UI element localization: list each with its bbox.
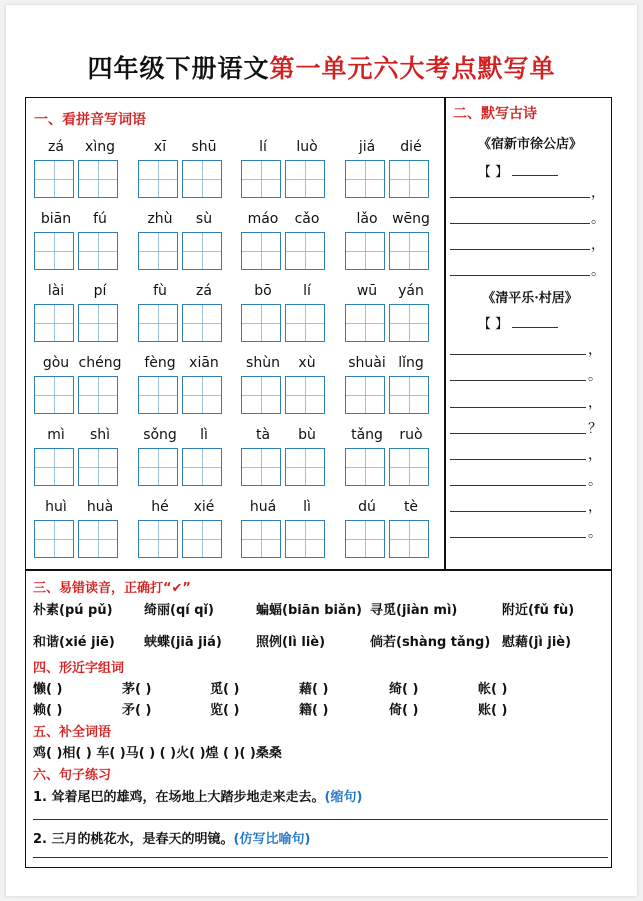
pronunciation-item[interactable]: 附近(fǔ fù) — [502, 603, 575, 618]
sentence-1-text: 1. 耸着尾巴的雄鸡，在场地上大踏步地走来走去。 — [33, 790, 325, 805]
poem-author-blank[interactable] — [478, 161, 558, 180]
pinyin-syllable: fù — [153, 283, 167, 299]
pinyin-syllable: zá — [48, 139, 64, 155]
writing-cell[interactable] — [182, 160, 222, 198]
pinyin-syllable: yán — [398, 283, 424, 299]
pinyin-labels — [34, 499, 122, 519]
pinyin-syllable: xù — [298, 355, 316, 371]
similar-char-item[interactable]: 绮( ) — [389, 682, 419, 697]
pinyin-syllable: lì — [200, 427, 208, 443]
writing-cell[interactable] — [34, 448, 74, 486]
pinyin-labels — [345, 427, 433, 447]
poem-answer-line[interactable] — [450, 209, 590, 224]
pinyin-syllable: shuài — [348, 355, 386, 371]
pronunciation-item[interactable]: 慰藉(jì jiè) — [502, 635, 572, 650]
similar-char-item[interactable]: 茅( ) — [122, 682, 152, 697]
tianzige-cells — [241, 376, 329, 415]
writing-cell[interactable] — [285, 232, 325, 270]
pinyin-syllable: xī — [153, 139, 167, 155]
pinyin-word — [34, 355, 122, 413]
poem-punctuation: ， — [588, 395, 602, 411]
poem-bracket-text: 【 】 — [478, 165, 509, 180]
poem-answer-line[interactable] — [450, 183, 590, 198]
pronunciation-item[interactable]: 照例(lì liè) — [256, 635, 326, 650]
poem-answer-line[interactable] — [450, 419, 586, 434]
pinyin-word — [241, 355, 329, 413]
sentence-2-text: 2. 三月的桃花水，是春天的明镜。 — [33, 832, 234, 847]
pronunciation-item[interactable]: 寻觅(jiàn mì) — [370, 603, 458, 618]
pinyin-syllable: tà — [255, 427, 271, 443]
pinyin-syllable: chéng — [78, 355, 122, 371]
tianzige-cells — [138, 160, 226, 199]
pinyin-row — [34, 355, 430, 413]
pinyin-syllable: bō — [254, 283, 272, 299]
section-1-title: 一、看拼音写词语 — [34, 112, 146, 128]
writing-cell[interactable] — [138, 448, 178, 486]
pinyin-syllable: lǐng — [398, 355, 424, 371]
poem-punctuation: 。 — [591, 211, 605, 227]
pinyin-labels — [138, 355, 226, 375]
tianzige-cells — [241, 232, 329, 271]
pinyin-syllable: máo — [247, 211, 279, 227]
poem-punctuation: 。 — [588, 525, 602, 541]
poem-punctuation: ， — [591, 185, 605, 201]
poem-answer-line[interactable] — [450, 235, 590, 250]
pinyin-syllable: lǎo — [356, 211, 378, 227]
author-underline — [512, 315, 558, 328]
tianzige-cells — [138, 232, 226, 271]
tianzige-cells — [34, 448, 122, 487]
writing-cell[interactable] — [285, 160, 325, 198]
writing-cell[interactable] — [78, 232, 118, 270]
tianzige-cells — [138, 376, 226, 415]
pinyin-labels — [34, 283, 122, 303]
pinyin-word — [345, 211, 433, 269]
tianzige-cells — [345, 376, 433, 415]
writing-cell[interactable] — [78, 160, 118, 198]
pinyin-word — [345, 283, 433, 341]
tianzige-cells — [138, 448, 226, 487]
poem-title: 《清平乐·村居》 — [482, 291, 578, 306]
pinyin-labels — [34, 139, 122, 159]
poem-author-blank[interactable] — [478, 313, 558, 332]
page-title — [0, 49, 643, 85]
writing-cell[interactable] — [241, 304, 281, 342]
writing-cell[interactable] — [138, 232, 178, 270]
pinyin-syllable: zhù — [147, 211, 173, 227]
pinyin-word — [138, 355, 226, 413]
pinyin-word — [34, 499, 122, 557]
poem-answer-line[interactable] — [450, 366, 586, 381]
sentence-2 — [33, 828, 310, 847]
writing-cell[interactable] — [345, 160, 385, 198]
writing-cell[interactable] — [182, 520, 222, 558]
pinyin-row — [34, 283, 430, 341]
pinyin-labels — [241, 211, 329, 231]
section-6-title: 六、句子练习 — [33, 768, 112, 783]
pinyin-word — [138, 499, 226, 557]
pinyin-syllable: xìng — [85, 139, 115, 155]
section-2-title: 二、默写古诗 — [453, 106, 537, 122]
writing-cell[interactable] — [241, 232, 281, 270]
writing-cell[interactable] — [389, 376, 429, 414]
writing-cell[interactable] — [182, 232, 222, 270]
poem-answer-line[interactable] — [450, 471, 586, 486]
pinyin-syllable: biān — [40, 211, 72, 227]
section-4-title: 四、形近字组词 — [33, 661, 125, 676]
similar-char-item[interactable]: 籍( ) — [299, 703, 329, 718]
pinyin-syllable: sù — [195, 211, 213, 227]
pinyin-syllable: cǎo — [294, 211, 320, 227]
tianzige-cells — [34, 304, 122, 343]
pinyin-labels — [241, 427, 329, 447]
tianzige-cells — [241, 520, 329, 559]
similar-char-item[interactable]: 矛( ) — [122, 703, 152, 718]
writing-cell[interactable] — [78, 304, 118, 342]
pinyin-syllable: gòu — [42, 355, 70, 371]
poem-punctuation: ， — [588, 342, 602, 358]
writing-cell[interactable] — [241, 520, 281, 558]
writing-cell[interactable] — [285, 304, 325, 342]
pinyin-row — [34, 139, 430, 197]
poem-punctuation: 。 — [591, 263, 605, 279]
writing-cell[interactable] — [78, 448, 118, 486]
pinyin-syllable: sǒng — [143, 427, 177, 443]
writing-cell[interactable] — [78, 520, 118, 558]
pinyin-syllable: huì — [45, 499, 67, 515]
pinyin-syllable: luò — [296, 139, 318, 155]
poem-punctuation: ， — [588, 447, 602, 463]
tianzige-cells — [345, 232, 433, 271]
pinyin-syllable: jiá — [358, 139, 376, 155]
section-3-title — [33, 577, 191, 596]
writing-cell[interactable] — [345, 448, 385, 486]
pinyin-word — [345, 139, 433, 197]
pinyin-labels — [345, 211, 433, 231]
writing-cell[interactable] — [285, 376, 325, 414]
pinyin-syllable: xié — [193, 499, 215, 515]
writing-cell[interactable] — [389, 232, 429, 270]
pinyin-syllable: huà — [86, 499, 114, 515]
pinyin-labels — [34, 211, 122, 231]
poem-answer-line[interactable] — [450, 393, 586, 408]
writing-cell[interactable] — [78, 376, 118, 414]
pronunciation-item[interactable]: 绮丽(qí qǐ) — [144, 603, 214, 618]
pinyin-word — [138, 283, 226, 341]
pinyin-syllable: lài — [47, 283, 65, 299]
sentence-1-hint: (缩句) — [324, 790, 363, 805]
answer-line-2[interactable] — [33, 857, 608, 858]
pinyin-syllable: xiān — [189, 355, 219, 371]
writing-cell[interactable] — [138, 160, 178, 198]
writing-cell[interactable] — [182, 376, 222, 414]
writing-cell[interactable] — [182, 448, 222, 486]
pinyin-labels — [138, 211, 226, 231]
tianzige-cells — [345, 304, 433, 343]
pinyin-syllable: lì — [303, 499, 311, 515]
pinyin-word — [34, 139, 122, 197]
pinyin-labels — [241, 499, 329, 519]
author-underline — [512, 163, 558, 176]
similar-char-item[interactable]: 觅( ) — [210, 682, 240, 697]
pinyin-syllable: mì — [47, 427, 65, 443]
writing-cell[interactable] — [389, 304, 429, 342]
similar-char-item[interactable]: 账( ) — [478, 703, 508, 718]
pinyin-labels — [345, 283, 433, 303]
pinyin-syllable: wū — [356, 283, 378, 299]
writing-cell[interactable] — [34, 376, 74, 414]
pinyin-labels — [345, 499, 433, 519]
pinyin-word — [34, 211, 122, 269]
pinyin-labels — [138, 139, 226, 159]
complete-words-line: 鸡( )相( ) 车( )马( ) ( )火( )煌 ( )( )桑桑 — [33, 746, 282, 761]
pinyin-labels — [345, 139, 433, 159]
section-3-title-text: 三、易错读音，正确打“✔” — [33, 581, 191, 596]
writing-cell[interactable] — [345, 376, 385, 414]
pinyin-syllable: pí — [93, 283, 107, 299]
poem-punctuation: ？ — [588, 421, 602, 437]
writing-cell[interactable] — [389, 160, 429, 198]
pronunciation-item[interactable]: 蝙蝠(biān biǎn) — [256, 603, 362, 618]
pinyin-row — [34, 211, 430, 269]
tianzige-cells — [34, 160, 122, 199]
pinyin-labels — [241, 283, 329, 303]
writing-cell[interactable] — [138, 304, 178, 342]
similar-char-item[interactable]: 懒( ) — [33, 682, 63, 697]
pinyin-syllable: lí — [259, 139, 267, 155]
pinyin-word — [138, 427, 226, 485]
writing-cell[interactable] — [285, 520, 325, 558]
pinyin-syllable: ruò — [399, 427, 423, 443]
sentence-2-hint: (仿写比喻句) — [233, 832, 311, 847]
pinyin-syllable: fèng — [144, 355, 176, 371]
pinyin-labels — [241, 355, 329, 375]
pinyin-syllable: zá — [196, 283, 212, 299]
pinyin-row — [34, 499, 430, 557]
pinyin-row — [34, 427, 430, 485]
writing-cell[interactable] — [241, 160, 281, 198]
pinyin-labels — [241, 139, 329, 159]
writing-cell[interactable] — [389, 448, 429, 486]
pinyin-word — [345, 355, 433, 413]
similar-char-item[interactable]: 赖( ) — [33, 703, 63, 718]
writing-cell[interactable] — [241, 448, 281, 486]
tianzige-cells — [241, 160, 329, 199]
tianzige-cells — [138, 304, 226, 343]
pronunciation-item[interactable]: 倘若(shàng tǎng) — [370, 635, 491, 650]
pinyin-word — [34, 283, 122, 341]
similar-char-item[interactable]: 览( ) — [210, 703, 240, 718]
pinyin-word — [345, 427, 433, 485]
pinyin-labels — [34, 427, 122, 447]
pinyin-labels — [34, 355, 122, 375]
poem-answer-line[interactable] — [450, 340, 586, 355]
poem-punctuation: ， — [591, 237, 605, 253]
answer-line-1[interactable] — [33, 819, 608, 820]
writing-cell[interactable] — [138, 520, 178, 558]
pinyin-syllable: dié — [400, 139, 422, 155]
tianzige-cells — [34, 232, 122, 271]
writing-cell[interactable] — [34, 304, 74, 342]
writing-cell[interactable] — [345, 304, 385, 342]
pinyin-syllable: huá — [249, 499, 277, 515]
pinyin-syllable: hé — [151, 499, 169, 515]
poem-bracket-text: 【 】 — [478, 317, 509, 332]
writing-cell[interactable] — [34, 232, 74, 270]
pinyin-word — [241, 211, 329, 269]
pronunciation-item[interactable]: 和谐(xié jiē) — [33, 635, 115, 650]
writing-cell[interactable] — [138, 376, 178, 414]
tianzige-cells — [345, 520, 433, 559]
title-black-part: 四年级下册语文 — [87, 54, 270, 83]
pinyin-labels — [138, 427, 226, 447]
tianzige-cells — [241, 304, 329, 343]
pinyin-syllable: shì — [89, 427, 111, 443]
sentence-1 — [33, 786, 362, 805]
pinyin-word — [138, 139, 226, 197]
pronunciation-item[interactable]: 蛱蝶(jiā jiá) — [144, 635, 222, 650]
tianzige-cells — [34, 376, 122, 415]
similar-char-item[interactable]: 倚( ) — [389, 703, 419, 718]
tianzige-cells — [241, 448, 329, 487]
title-red-part: 第一单元六大考点默写单 — [269, 54, 556, 83]
pinyin-word — [345, 499, 433, 557]
writing-cell[interactable] — [241, 376, 281, 414]
tianzige-cells — [345, 448, 433, 487]
writing-cell[interactable] — [345, 520, 385, 558]
poem-punctuation: 。 — [588, 473, 602, 489]
pinyin-syllable: lí — [303, 283, 311, 299]
pinyin-syllable: tè — [403, 499, 419, 515]
pinyin-syllable: dú — [358, 499, 376, 515]
tianzige-cells — [138, 520, 226, 559]
pronunciation-item[interactable]: 朴素(pú pǔ) — [33, 603, 113, 618]
tianzige-cells — [345, 160, 433, 199]
poem-answer-line[interactable] — [450, 497, 586, 512]
poem-punctuation: ， — [588, 499, 602, 515]
poem-answer-line[interactable] — [450, 261, 590, 276]
pinyin-word — [138, 211, 226, 269]
writing-cell[interactable] — [285, 448, 325, 486]
poem-title: 《宿新市徐公店》 — [477, 137, 582, 152]
pinyin-syllable: shùn — [246, 355, 280, 371]
pinyin-labels — [345, 355, 433, 375]
writing-cell[interactable] — [389, 520, 429, 558]
pinyin-word — [241, 499, 329, 557]
pinyin-syllable: bù — [298, 427, 316, 443]
writing-cell[interactable] — [34, 520, 74, 558]
poem-answer-line[interactable] — [450, 445, 586, 460]
poem-answer-line[interactable] — [450, 523, 586, 538]
pinyin-word — [241, 139, 329, 197]
pinyin-word — [241, 283, 329, 341]
pinyin-labels — [138, 499, 226, 519]
poem-punctuation: 。 — [588, 368, 602, 384]
tianzige-cells — [34, 520, 122, 559]
pinyin-word — [241, 427, 329, 485]
section-5-title: 五、补全词语 — [33, 725, 112, 740]
pinyin-syllable: fú — [93, 211, 107, 227]
similar-char-item[interactable]: 藉( ) — [299, 682, 329, 697]
similar-char-item[interactable]: 帐( ) — [478, 682, 508, 697]
pinyin-syllable: shū — [191, 139, 217, 155]
pinyin-syllable: wēng — [392, 211, 430, 227]
pinyin-word — [34, 427, 122, 485]
writing-cell[interactable] — [182, 304, 222, 342]
writing-cell[interactable] — [34, 160, 74, 198]
writing-cell[interactable] — [345, 232, 385, 270]
pinyin-labels — [138, 283, 226, 303]
pinyin-syllable: tǎng — [351, 427, 383, 443]
